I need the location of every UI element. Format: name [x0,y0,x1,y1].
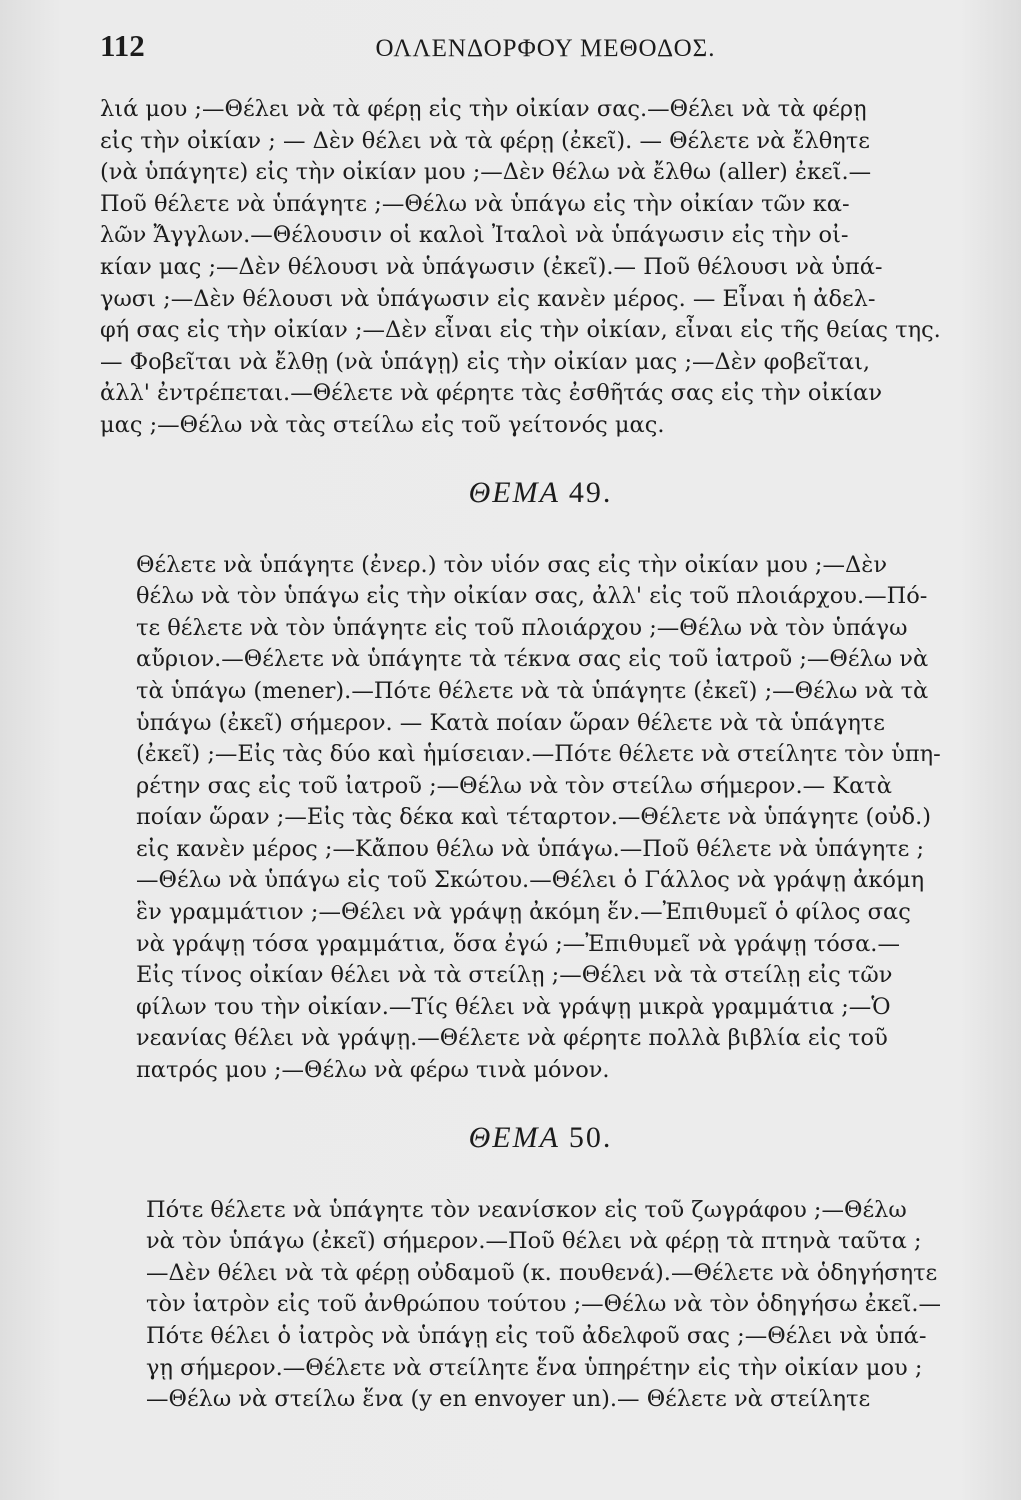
text-line: Πότε θέλετε νὰ ὑπάγητε τὸν νεανίσκον εἰς τοῦ ζωγράφου ;—Θέλω [146,1196,907,1223]
section-heading-50 [100,1121,981,1155]
text-line: (ἐκεῖ) ;—Εἰς τὰς δύο καὶ ἡμίσειαν.—Πότε θέλετε νὰ στείλητε τὸν ὑπη- [136,741,941,768]
text-line: νὰ γράψῃ τόσα γραμμάτια, ὅσα ἐγώ ;—Ἐπιθυμεῖ νὰ γράψῃ τόσα.— [136,930,900,957]
text-line: ἀλλ' ἐντρέπεται.—Θέλετε νὰ φέρητε τὰς ἐσθῆτάς σας εἰς τὴν οἰκίαν [100,380,883,407]
text-line: φή σας εἰς τὴν οἰκίαν ;—Δὲν εἶναι εἰς τὴν οἰκίαν, εἶναι εἰς τῆς θείας της. [100,317,941,344]
intro-paragraph [100,94,981,442]
section-49-paragraph [100,550,981,1087]
text-line: —Δὲν θέλει νὰ τὰ φέρῃ οὐδαμοῦ (κ. πουθενά).—Θέλετε νὰ ὁδηγήσητε [146,1259,938,1286]
text-line: ρέτην σας εἰς τοῦ ἰατροῦ ;—Θέλω νὰ τὸν στείλω σήμερον.— Κατὰ [136,772,892,799]
text-line: νὰ τὸν ὑπάγω (ἐκεῖ) σήμερον.—Ποῦ θέλει νὰ φέρῃ τὰ πτηνὰ ταῦτα ; [146,1228,922,1255]
section-heading-49 [100,476,981,510]
text-line: αὔριον.—Θέλετε νὰ ὑπάγητε τὰ τέκνα σας εἰς τοῦ ἰατροῦ ;—Θέλω νὰ [136,646,929,673]
text-line: Θέλετε νὰ ὑπάγητε (ἐνερ.) τὸν υἱόν σας εἰς τὴν οἰκίαν μου ;—Δὲν [136,551,887,578]
text-line: —Θέλω νὰ στείλω ἕνα (y en envoyer un).— Θέλετε νὰ στείλητε [146,1386,871,1413]
text-line: εἰς κανὲν μέρος ;—Κἄπου θέλω νὰ ὑπάγω.—Ποῦ θέλετε νὰ ὑπάγητε ; [136,835,925,862]
text-line: μας ;—Θέλω νὰ τὰς στείλω εἰς τοῦ γείτονός μας. [100,411,665,438]
section-word: ΘΕΜΑ [468,475,560,509]
section-number: 50. [568,1120,613,1154]
text-line: γῃ σήμερον.—Θέλετε νὰ στείλητε ἕνα ὑπηρέτην εἰς τὴν οἰκίαν μου ; [146,1354,923,1381]
text-line: θέλω νὰ τὸν ὑπάγω εἰς τὴν οἰκίαν σας, ἀλλ' εἰς τοῦ πλοιάρχου.—Πό- [136,583,928,610]
text-line: ποίαν ὥραν ;—Εἰς τὰς δέκα καὶ τέταρτον.—Θέλετε νὰ ὑπάγητε (οὐδ.) [136,804,932,831]
text-line: Πότε θέλει ὁ ἰατρὸς νὰ ὑπάγῃ εἰς τοῦ ἀδελφοῦ σας ;—Θέλει νὰ ὑπά- [146,1323,927,1349]
page-number: 112 [100,28,145,63]
text-line: εἰς τὴν οἰκίαν ; — Δὲν θέλει νὰ τὰ φέρῃ (ἐκεῖ). — Θέλετε νὰ ἔλθητε [100,127,870,154]
text-line: τε θέλετε νὰ τὸν ὑπάγητε εἰς τοῦ πλοιάρχου ;—Θέλω νὰ τὸν ὑπάγω [136,614,908,641]
section-number: 49. [568,475,613,509]
text-line: —Θέλω νὰ ὑπάγω εἰς τοῦ Σκώτου.—Θέλει ὁ Γάλλος νὰ γράψῃ ἀκόμη [136,867,925,894]
section-word: ΘΕΜΑ [468,1120,560,1154]
running-head: ΟΛΛΕΝΔΟΡΦΟΥ ΜΕΘΟΔΟΣ. [375,35,716,62]
text-line: λῶν Ἄγγλων.—Θέλουσιν οἱ καλοὶ Ἰταλοὶ νὰ ὑπάγωσιν εἰς τὴν οἰ- [100,222,849,249]
text-line: Ποῦ θέλετε νὰ ὑπάγητε ;—Θέλω νὰ ὑπάγω εἰς τὴν οἰκίαν τῶν κα- [100,190,850,217]
section-50-paragraph [100,1195,981,1416]
text-line: γωσι ;—Δὲν θέλουσι νὰ ὑπάγωσιν εἰς κανὲν μέρος. — Εἶναι ἡ ἀδελ- [100,285,876,312]
text-line: Εἰς τίνος οἰκίαν θέλει νὰ τὰ στείλῃ ;—Θέλει νὰ τὰ στείλῃ εἰς τῶν [136,962,893,989]
text-line: κίαν μας ;—Δὲν θέλουσι νὰ ὑπάγωσιν (ἐκεῖ).— Ποῦ θέλουσι νὰ ὑπά- [100,253,883,280]
text-line: (νὰ ὑπάγητε) εἰς τὴν οἰκίαν μου ;—Δὲν θέλω νὰ ἔλθω (aller) ἐκεῖ.— [100,159,872,186]
text-line: λιά μου ;—Θέλει νὰ τὰ φέρῃ εἰς τὴν οἰκίαν σας.—Θέλει νὰ τὰ φέρῃ [100,96,867,122]
text-line: νεανίας θέλει νὰ γράψῃ.—Θέλετε νὰ φέρητε πολλὰ βιβλία εἰς τοῦ [136,1025,888,1052]
text-line: τὰ ὑπάγω (mener).—Πότε θέλετε νὰ τὰ ὑπάγητε (ἐκεῖ) ;—Θέλω νὰ τὰ [136,677,929,704]
page-header [100,28,981,86]
text-line: πατρός μου ;—Θέλω νὰ φέρω τινὰ μόνον. [136,1057,610,1084]
text-line: — Φοβεῖται νὰ ἔλθῃ (νὰ ὑπάγῃ) εἰς τὴν οἰκίαν μας ;—Δὲν φοβεῖται, [100,348,871,375]
text-line: τὸν ἰατρὸν εἰς τοῦ ἀνθρώπου τούτου ;—Θέλω νὰ τὸν ὁδηγήσω ἐκεῖ.— [146,1291,942,1318]
text-line: ὑπάγω (ἐκεῖ) σήμερον. — Κατὰ ποίαν ὥραν θέλετε νὰ τὰ ὑπάγητε [136,709,885,736]
text-line: ἓν γραμμάτιον ;—Θέλει νὰ γράψῃ ἀκόμη ἕν.—Ἐπιθυμεῖ ὁ φίλος σας [136,899,911,926]
text-line: φίλων του τὴν οἰκίαν.—Τίς θέλει νὰ γράψῃ μικρὰ γραμμάτια ;—Ὁ [136,993,891,1020]
